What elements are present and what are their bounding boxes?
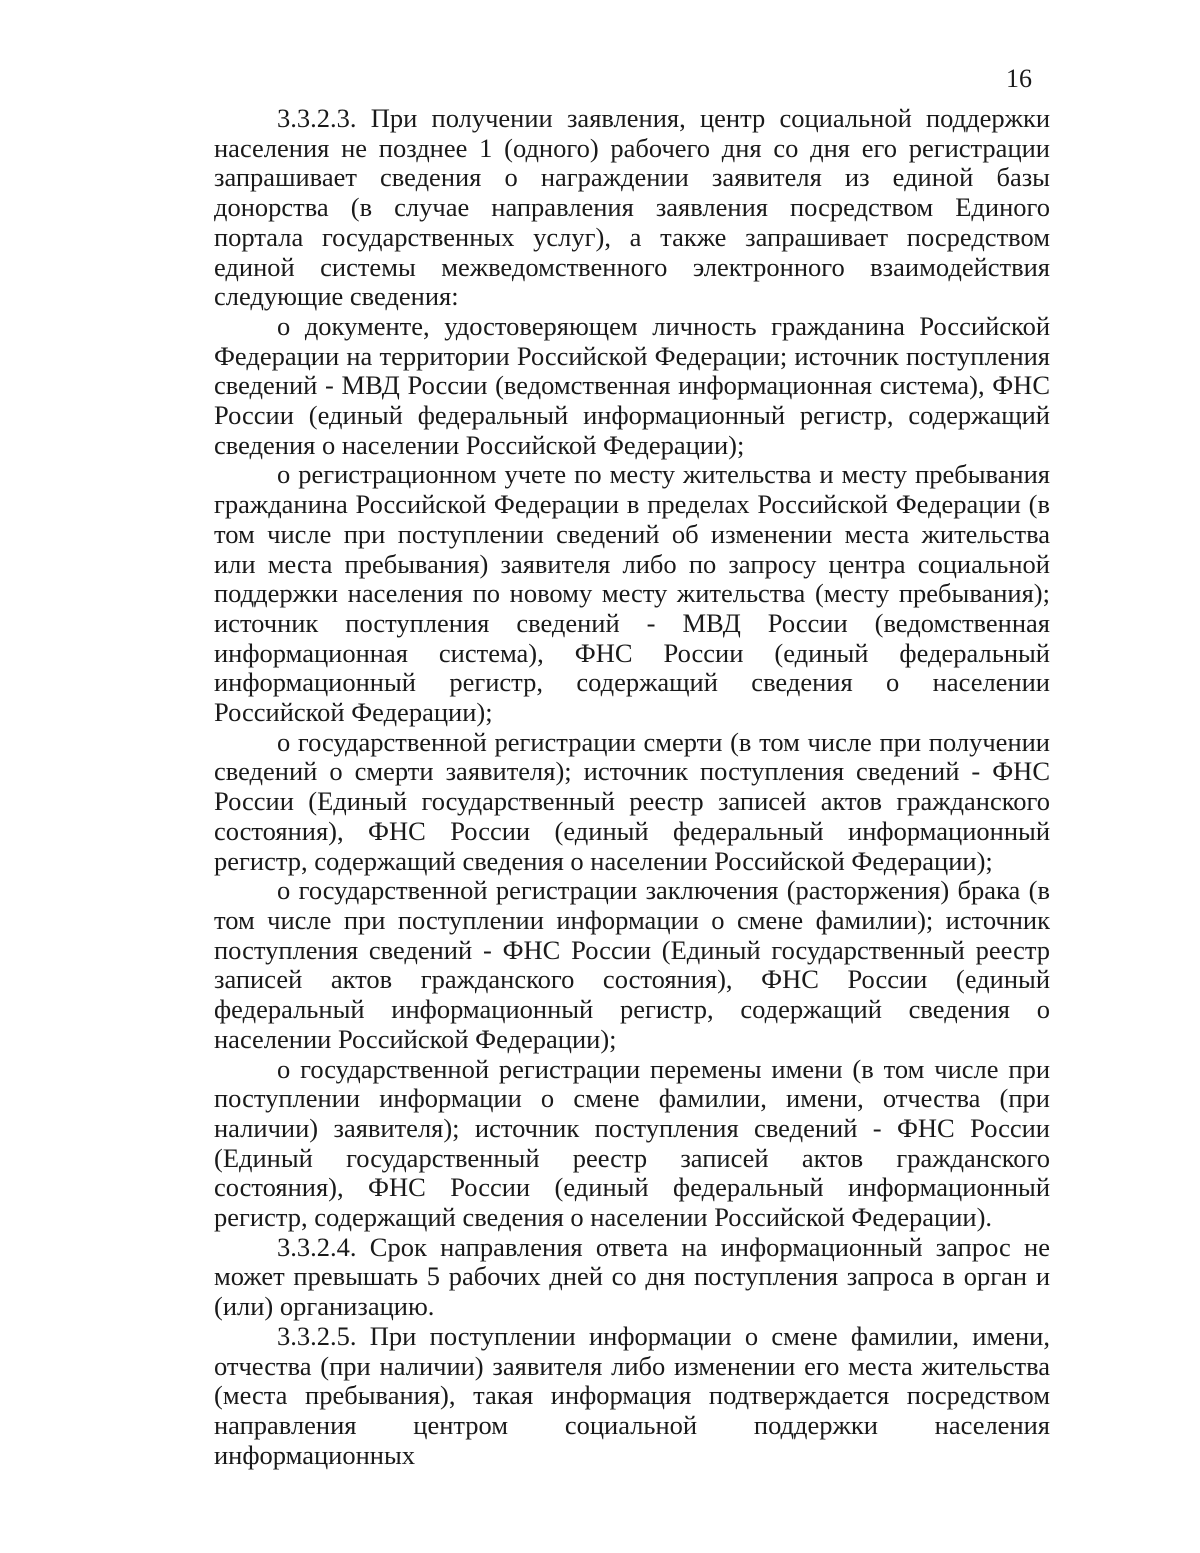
paragraph-identity-document: о документе, удостоверяющем личность гражданина Российской Федерации на территории Российской Федерации; источник поступления сведений - МВД России (ведомственная информационная система), ФНС России (единый федеральный информационный регистр, содержащий сведения о населении Российской Федерации); xyxy=(214,310,1050,460)
paragraph-death-registration: о государственной регистрации смерти (в том числе при получении сведений о смерти заявителя); источник поступления сведений - ФНС России (Единый государственный реестр записей актов гражданского состояния), ФНС России (единый федеральный информационный регистр, содержащий сведения о населении Российской Федерации); xyxy=(214,726,1050,876)
paragraph-3-3-2-4: 3.3.2.4. Срок направления ответа на информационный запрос не может превышать 5 рабочих дней со дня поступления запроса в орган и (или) организацию. xyxy=(214,1231,1050,1322)
document-body xyxy=(214,104,1050,1470)
paragraph-3-3-2-3: 3.3.2.3. При получении заявления, центр социальной поддержки населения не позднее 1 (одного) рабочего дня со дня его регистрации запрашивает сведения о награждении заявителя из единой базы донорства (в случае направления заявления посредством Единого портала государственных услуг), а также запрашивает посредством единой системы межведомственного электронного взаимодействия следующие сведения: xyxy=(214,103,1050,312)
paragraph-3-3-2-5: 3.3.2.5. При поступлении информации о смене фамилии, имени, отчества (при наличии) заявителя либо изменении его места жительства (места пребывания), такая информация подтверждается посредством направления центром социальной поддержки населения информационных xyxy=(214,1320,1050,1470)
paragraph-registration-record: о регистрационном учете по месту жительства и месту пребывания гражданина Российской Федерации в пределах Российской Федерации (в том числе при поступлении сведений об изменении места жительства или места пребывания) заявителя либо по запросу центра социальной поддержки населения по новому месту жительства (месту пребывания); источник поступления сведений - МВД России (ведомственная информационная система), ФНС России (единый федеральный информационный регистр, содержащий сведения о населении Российской Федерации); xyxy=(214,459,1050,728)
paragraph-name-change-registration: о государственной регистрации перемены имени (в том числе при поступлении информации о смене фамилии, имени, отчества (при наличии) заявителя); источник поступления сведений - ФНС России (Единый государственный реестр записей актов гражданского состояния), ФНС России (единый федеральный информационный регистр, содержащий сведения о населении Российской Федерации). xyxy=(214,1053,1050,1233)
paragraph-marriage-registration: о государственной регистрации заключения (расторжения) брака (в том числе при поступлении информации о смене фамилии); источник поступления сведений - ФНС России (Единый государственный реестр записей актов гражданского состояния), ФНС России (единый федеральный информационный регистр, содержащий сведения о населении Российской Федерации); xyxy=(214,875,1050,1054)
page-number: 16 xyxy=(1006,64,1032,93)
